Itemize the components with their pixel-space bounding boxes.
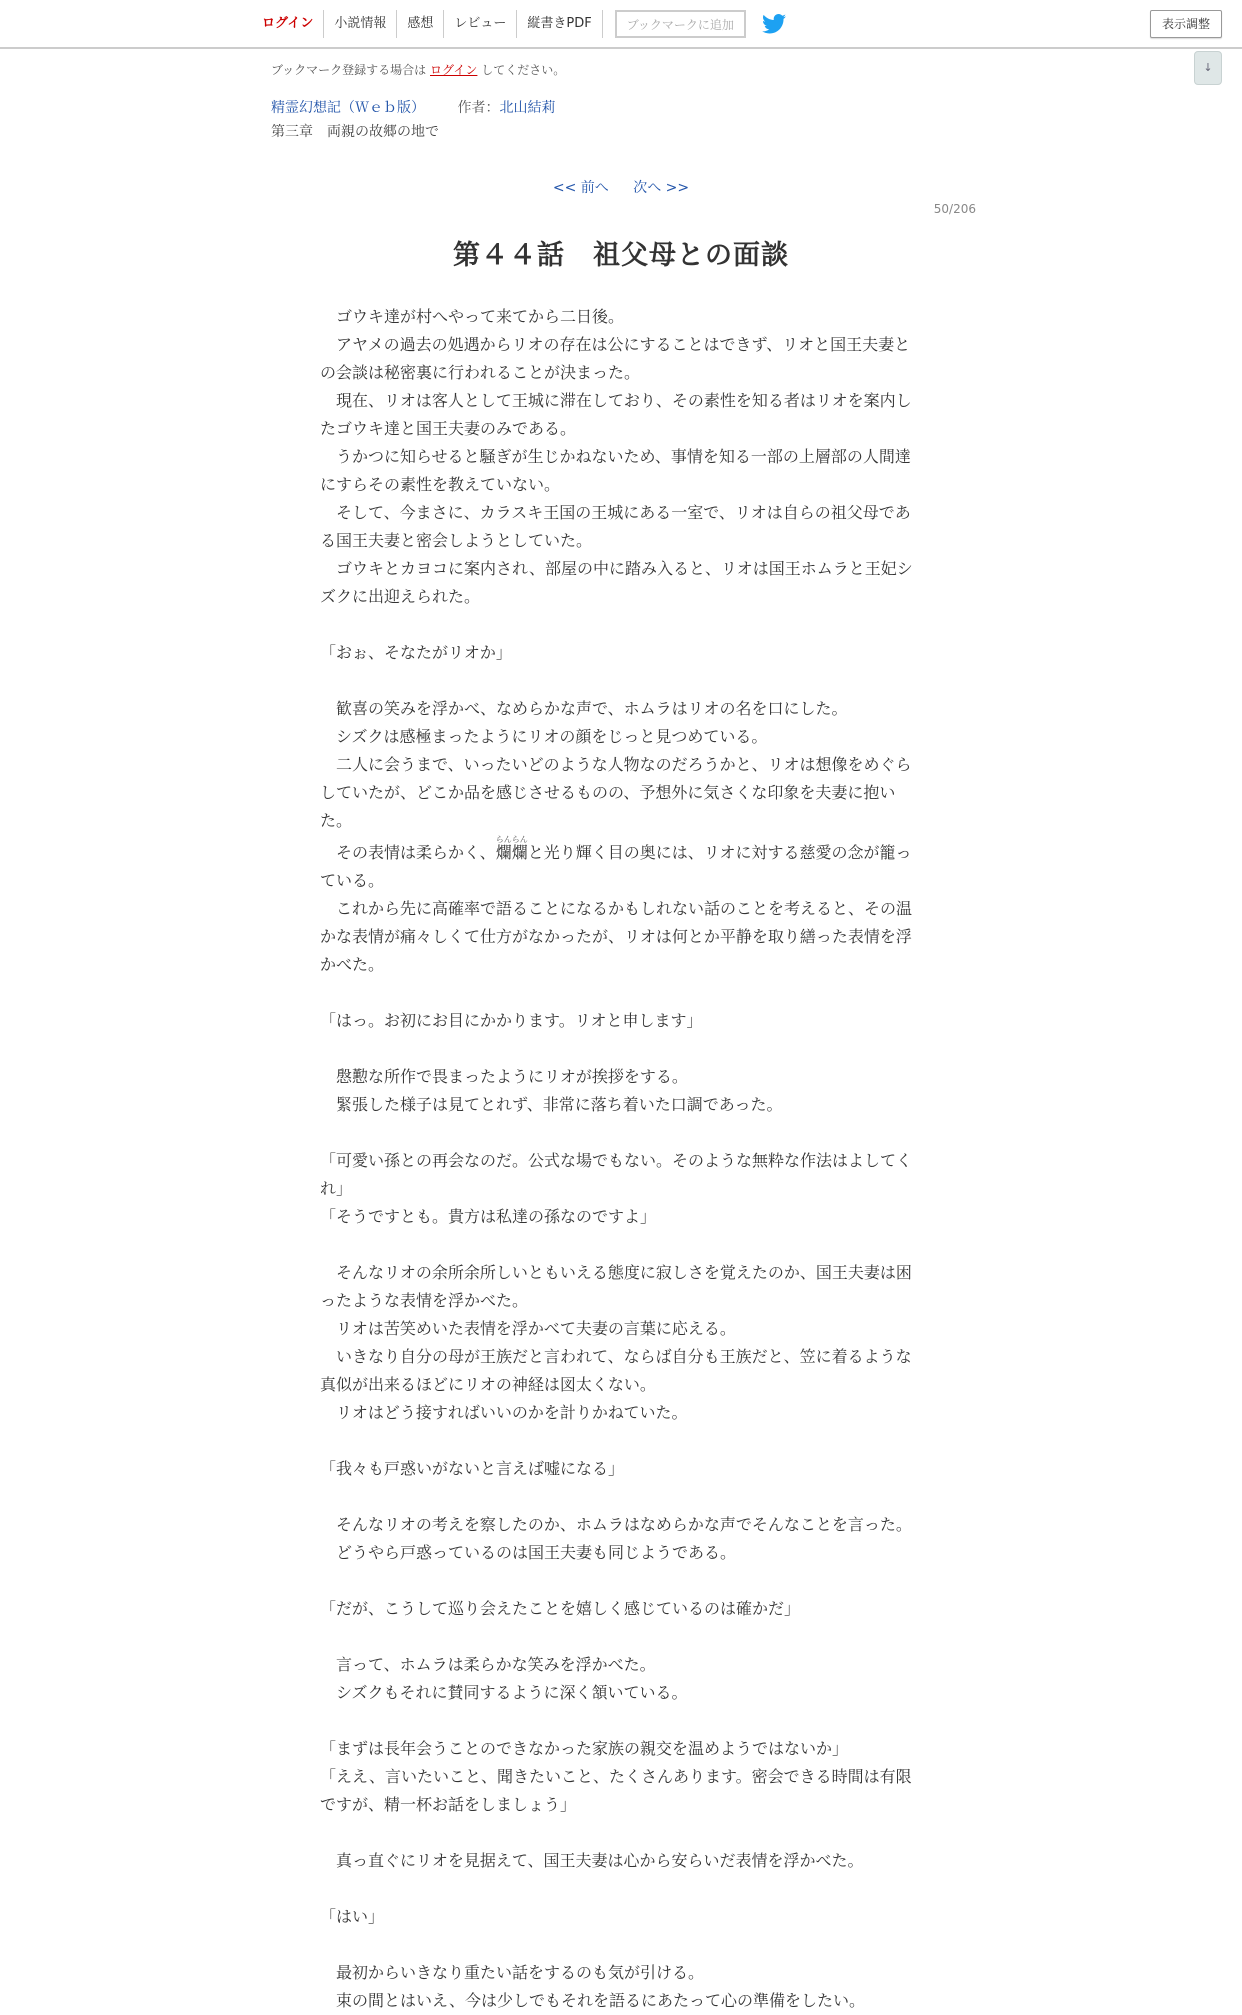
novel-paragraph: そんなリオの余所余所しいともいえる態度に寂しさを覚えたのか、国王夫妻は困ったような表情を浮かべた。 (320, 1263, 912, 1310)
ruby-para-before: その表情は柔らかく、 (320, 843, 496, 862)
ruby-base: 爛爛 (495, 843, 528, 862)
novel-paragraph: いきなり自分の母が王族だと言われて、ならば自分も王族だと、笠に着るような真似が出来るほどにリオの神経は図太くない。 (320, 1347, 912, 1394)
novel-paragraph: 「ええ、言いたいこと、聞きたいこと、たくさんあります。密会できる時間は有限ですが、精一杯お話をしましょう」 (320, 1767, 912, 1814)
chapter-title: 第三章 両親の故郷の地で (271, 124, 439, 140)
bookmark-note-before: ブックマーク登録する場合は (271, 63, 427, 77)
novel-body-part-b (320, 895, 918, 2015)
novel-paragraph: リオはどう接すればいいのかを計りかねていた。 (320, 1403, 688, 1422)
novel-paragraph: 緊張した様子は見てとれず、非常に落ち着いた口調であった。 (320, 1095, 783, 1114)
novel-paragraph: これから先に高確率で語ることになるかもしれない話のことを考えると、その温かな表情が痛々しくて仕方がなかったが、リオは何とか平静を取り繕った表情を浮かべた。 (320, 899, 913, 974)
twitter-bird-icon[interactable] (762, 13, 788, 35)
global-nav (252, 10, 788, 38)
novel-title-link[interactable]: 精霊幻想記（Ｗｅｂ版） (271, 100, 425, 116)
novel-paragraph (320, 1623, 918, 1651)
prev-episode-link[interactable]: << 前へ (552, 180, 609, 196)
novel-paragraph: 真っ直ぐにリオを見据えて、国王夫妻は心から安らいだ表情を浮かべた。 (320, 1851, 864, 1870)
novel-paragraph: ゴウキ達が村へやって来てから二日後。 (320, 307, 625, 326)
novel-paragraph (320, 1231, 918, 1259)
novel-info-line (271, 97, 555, 117)
bookmark-login-note (271, 61, 565, 78)
novel-paragraph (320, 1819, 918, 1847)
novel-paragraph: ゴウキとカヨコに案内され、部屋の中に踏み入ると、リオは国王ホムラと王妃シズクに出迎えられた。 (320, 559, 913, 606)
novel-paragraph: 「そうですとも。貴方は私達の孫なのですよ」 (320, 1207, 657, 1226)
nav-login[interactable]: ログイン (252, 10, 324, 38)
ruby-word (495, 835, 528, 862)
novel-paragraph (320, 1483, 918, 1511)
novel-paragraph: 慇懃な所作で畏まったようにリオが挨拶をする。 (320, 1067, 688, 1086)
novel-paragraph: 現在、リオは客人として王城に滞在しており、その素性を知る者はリオを案内したゴウキ達と国王夫妻のみである。 (320, 391, 912, 438)
novel-paragraph (320, 1035, 918, 1063)
novel-paragraph: 「我々も戸惑いがないと言えば嘘になる」 (320, 1459, 625, 1478)
episode-pager (0, 177, 1242, 197)
scroll-down-button[interactable]: ↓ (1194, 51, 1222, 85)
novel-paragraph: 「はっ。お初にお目にかかります。リオと申します」 (320, 1011, 703, 1030)
twitter-bird-icon-svg (762, 14, 786, 34)
ruby-reading: らんらん (495, 835, 528, 844)
novel-paragraph (320, 1119, 918, 1147)
novel-paragraph: 歓喜の笑みを浮かべ、なめらかな声で、ホムラはリオの名を口にした。 (320, 699, 848, 718)
novel-paragraph: 束の間とはいえ、今は少しでもそれを語るにあたって心の準備をしたい。 (320, 1991, 865, 2010)
novel-paragraph: 「だが、こうして巡り会えたことを嬉しく感じているのは確かだ」 (320, 1599, 801, 1618)
novel-paragraph: うかつに知らせると騒ぎが生じかねないため、事情を知る一部の上層部の人間達にすらその素性を教えていない。 (320, 447, 911, 494)
add-bookmark-button[interactable]: ブックマークに追加 (615, 10, 746, 38)
novel-paragraph: 「おぉ、そなたがリオか」 (320, 643, 512, 662)
novel-body-part-a (320, 303, 918, 835)
novel-paragraph (320, 667, 918, 695)
novel-paragraph: シズクは感極まったようにリオの顔をじっと見つめている。 (320, 727, 768, 746)
novel-paragraph: リオは苦笑めいた表情を浮かべて夫妻の言葉に応える。 (320, 1319, 736, 1338)
episode-count: 50/206 (933, 202, 976, 216)
novel-paragraph: アヤメの過去の処遇からリオの存在は公にすることはできず、リオと国王夫妻との会談は秘密裏に行われることが決まった。 (320, 335, 911, 382)
novel-paragraph: 言って、ホムラは柔らかな笑みを浮かべた。 (320, 1655, 656, 1674)
novel-paragraph (320, 979, 918, 1007)
novel-paragraph-ruby (320, 835, 918, 895)
novel-paragraph: 最初からいきなり重たい話をするのも気が引ける。 (320, 1963, 705, 1982)
top-navigation-bar (0, 0, 1242, 49)
novel-paragraph: 二人に会うまで、いったいどのような人物なのだろうかと、リオは想像をめぐらしていたが、どこか品を感じさせるものの、予想外に気さくな印象を夫妻に抱いた。 (320, 755, 912, 830)
novel-paragraph: 「はい」 (320, 1907, 385, 1926)
novel-body (320, 303, 918, 2015)
novel-paragraph (320, 1427, 918, 1455)
novel-paragraph: シズクもそれに賛同するように深く頷いている。 (320, 1683, 688, 1702)
author-name-link[interactable]: 北山結莉 (499, 100, 556, 116)
next-episode-link[interactable]: 次へ >> (633, 180, 690, 196)
novel-paragraph: そんなリオの考えを察したのか、ホムラはなめらかな声でそんなことを言った。 (320, 1515, 912, 1534)
novel-paragraph: どうやら戸惑っているのは国王夫妻も同じようである。 (320, 1543, 737, 1562)
episode-title: 第４４話 祖父母との面談 (453, 240, 789, 271)
novel-paragraph: 「まずは長年会うことのできなかった家族の親交を温めようではないか」 (320, 1739, 849, 1758)
novel-paragraph: そして、今まさに、カラスキ王国の王城にある一室で、リオは自らの祖父母である国王夫妻と密会しようとしていた。 (320, 503, 911, 550)
novel-paragraph (320, 1567, 918, 1595)
nav-novel-info[interactable]: 小説情報 (324, 10, 397, 38)
display-settings-button[interactable]: 表示調整 (1150, 10, 1222, 38)
nav-review[interactable]: レビュー (444, 10, 517, 38)
novel-paragraph: 「可愛い孫との再会なのだ。公式な場でもない。そのような無粋な作法はよしてくれ」 (320, 1151, 913, 1198)
bookmark-note-after: してください。 (481, 63, 566, 77)
novel-paragraph (320, 1875, 918, 1903)
bookmark-login-link[interactable]: ログイン (430, 63, 478, 77)
author-label: 作者： (457, 100, 500, 116)
nav-vertical-pdf[interactable]: 縦書きPDF (517, 10, 602, 38)
novel-paragraph (320, 1931, 918, 1959)
ruby-para-after: と光り輝く目の奥には、リオに対する慈愛の念が籠っている。 (320, 843, 912, 890)
novel-paragraph (320, 611, 918, 639)
nav-impressions[interactable]: 感想 (397, 10, 444, 38)
novel-paragraph (320, 1707, 918, 1735)
